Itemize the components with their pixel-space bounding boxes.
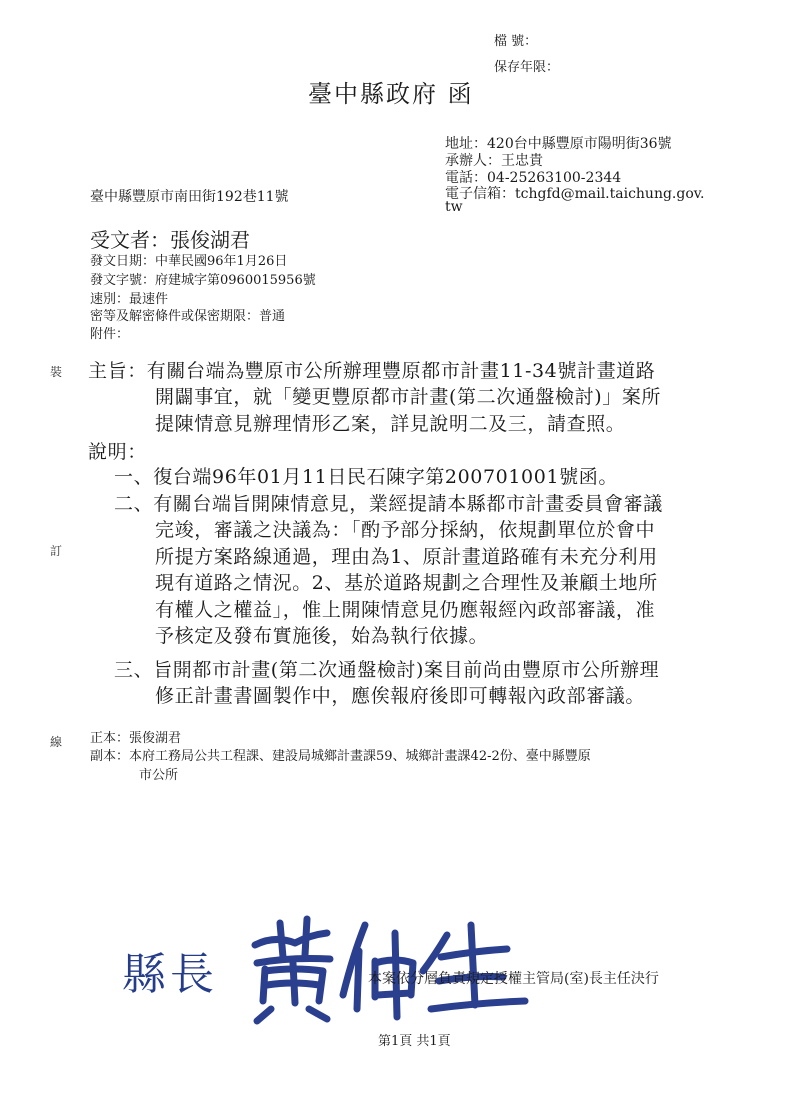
sender-address: 地址：420台中縣豐原市陽明街36號	[445, 136, 672, 152]
recipient-name: 受文者：張俊湖君	[90, 228, 250, 252]
file-number-label: 檔 號：	[494, 34, 538, 49]
document-title: 臺中縣政府 函	[308, 80, 474, 108]
signature-title: 縣長	[122, 949, 218, 1000]
binding-mark: 線	[50, 735, 63, 749]
explanation-item-cont: 完竣，審議之決議為：「酌予部分採納，依規劃單位於會中	[155, 519, 656, 541]
explanation-heading: 說明：	[88, 441, 147, 463]
explanation-item: 一、復台端96年01月11日民石陳字第200701001號函。	[114, 466, 618, 488]
sender-email-cont: tw	[445, 199, 463, 215]
explanation-item-cont: 修正計畫書圖製作中，應俟報府後即可轉報內政部審議。	[155, 685, 646, 707]
explanation-item-cont: 所提方案路線通過，理由為1、原計畫道路確有未充分利用	[155, 546, 658, 568]
explanation-item: 二、有關台端旨開陳情意見，業經提請本縣都市計畫委員會審議	[114, 493, 663, 515]
explanation-item-cont: 現有道路之情況。2、基於道路規劃之合理性及兼顧土地所	[155, 572, 658, 594]
handwritten-signature	[235, 905, 535, 1025]
explanation-item: 三、旨開都市計畫(第二次通盤檢討)案目前尚由豐原市公所辦理	[114, 659, 660, 681]
page-number: 第1頁 共1頁	[378, 1034, 451, 1049]
secrecy-level: 密等及解密條件或保密期限：普通	[90, 309, 286, 324]
copy-recipients: 副本：本府工務局公共工程課、建設局城鄉計畫課59、城鄉計畫課42-2份、臺中縣豐原	[90, 749, 591, 764]
original-recipient: 正本：張俊湖君	[90, 731, 182, 746]
explanation-item-cont: 予核定及發布實施後，始為執行依據。	[155, 625, 489, 647]
recipient-address: 臺中縣豐原市南田街192巷11號	[90, 189, 289, 205]
sender-phone: 電話：04-25263100-2344	[445, 170, 622, 186]
binding-mark: 訂	[50, 544, 63, 558]
subject-line: 開闢事宜，就「變更豐原都市計畫(第二次通盤檢討)」案所	[155, 386, 662, 408]
sender-handler: 承辦人：王忠貴	[445, 153, 543, 169]
subject-line: 提陳情意見辦理情形乙案，詳見說明二及三，請查照。	[155, 413, 626, 435]
sender-email: 電子信箱：tchgfd@mail.taichung.gov.	[445, 186, 705, 202]
retention-period-label: 保存年限：	[494, 60, 560, 75]
copy-recipients-cont: 市公所	[139, 768, 179, 783]
attachments: 附件：	[90, 327, 130, 342]
delegation-note: 本案依分層負責規定授權主管局(室)長主任決行	[368, 971, 659, 987]
delivery-speed: 速別：最速件	[90, 292, 169, 307]
issue-date: 發文日期：中華民國96年1月26日	[90, 254, 288, 269]
explanation-item-cont: 有權人之權益」，惟上開陳情意見仍應報經內政部審議，准	[155, 599, 656, 621]
binding-mark: 裝	[50, 365, 63, 379]
subject-line: 主旨：有關台端為豐原市公所辦理豐原都市計畫11-34號計畫道路	[88, 360, 656, 382]
document-number: 發文字號：府建城字第0960015956號	[90, 273, 316, 288]
